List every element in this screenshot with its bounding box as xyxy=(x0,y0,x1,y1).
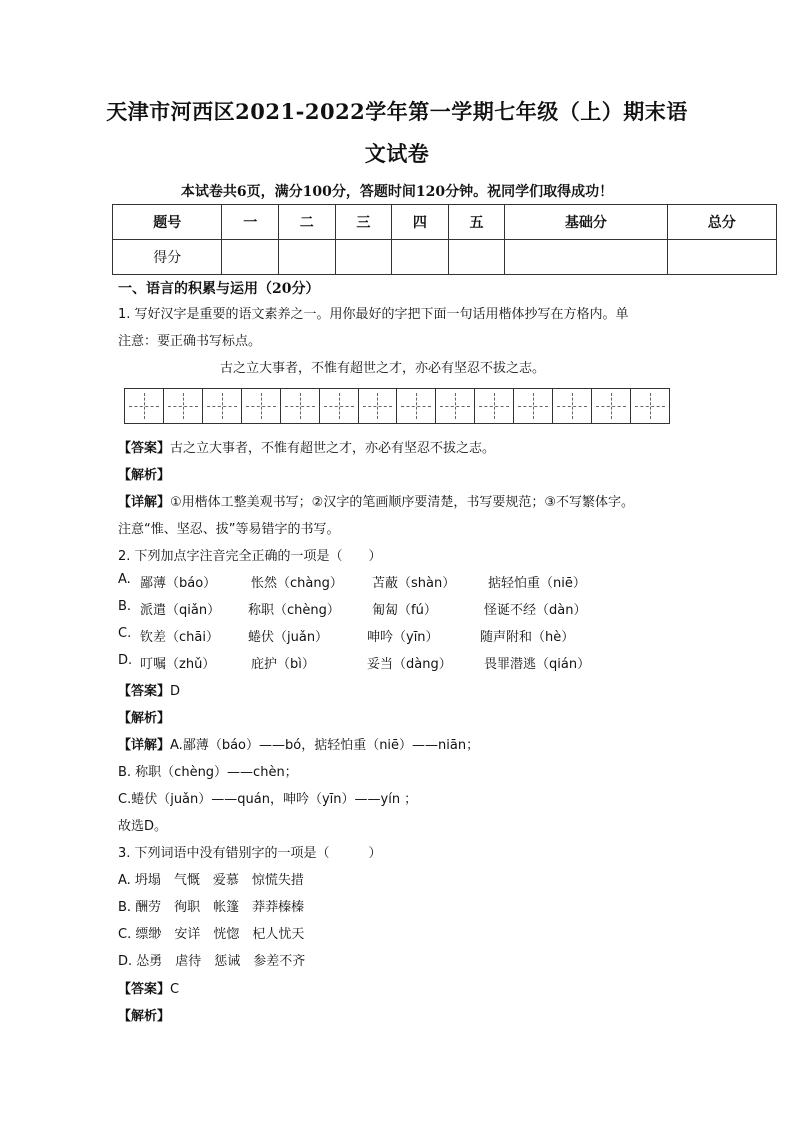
score-cell xyxy=(335,240,392,275)
q3-analysis-tag: 【解析】 xyxy=(118,1009,171,1024)
q3-text: 3. 下列词语中没有错别字的一项是（ ） xyxy=(118,846,382,861)
q2-answer xyxy=(118,680,180,699)
exam-title-line2: 文试卷 xyxy=(364,141,430,166)
score-cell xyxy=(448,240,505,275)
q2-option-item: 随声附和（hè） xyxy=(480,630,575,645)
score-header-cell: 一 xyxy=(222,205,279,240)
score-cell xyxy=(505,240,667,275)
q2-option-item: 怪诞不经（dàn） xyxy=(484,603,587,618)
q2-option-label: A. xyxy=(118,572,131,587)
q3-option: B. 酬劳 徇职 帐篷 莽莽榛榛 xyxy=(118,900,305,915)
grid-cell xyxy=(125,388,164,424)
q2-option-item: 派遣（qiǎn） xyxy=(140,603,221,618)
detail-tag: 【详解】 xyxy=(118,738,171,753)
q1-detail-line1: ①用楷体工整美观书写；②汉字的笔画顺序要清楚，书写要规范；③不写繁体字。 xyxy=(170,495,634,510)
score-row-label: 得分 xyxy=(113,240,222,275)
score-header-cell: 基础分 xyxy=(505,205,667,240)
q3-option: C. 缥缈 安详 恍惚 杞人忧天 xyxy=(118,927,305,942)
score-table-score-row xyxy=(113,240,777,275)
score-header-cell: 题号 xyxy=(113,205,222,240)
section-heading: 一、语言的积累与运用（20分） xyxy=(118,281,320,297)
q2-answer-text: D xyxy=(170,684,181,699)
q2-option-item: 匍匐（fú） xyxy=(372,603,437,618)
score-cell xyxy=(392,240,449,275)
q1-answer-text: 古之立大事者，不惟有超世之才，亦必有坚忍不拔之志。 xyxy=(170,441,496,456)
grid-cell xyxy=(397,388,436,424)
q2-option-item: 钦差（chāi） xyxy=(140,630,219,645)
grid-cell xyxy=(553,388,592,424)
q1-analysis-tag: 【解析】 xyxy=(118,468,171,483)
q2-analysis-tag: 【解析】 xyxy=(118,711,171,726)
grid-cell xyxy=(514,388,553,424)
q2-detail-line1: A.鄙薄（báo）——bó，掂轻怕重（niē）——niān； xyxy=(170,738,480,753)
score-table-header-row xyxy=(113,205,777,240)
q2-option-item: 叮嘱（zhǔ） xyxy=(140,657,216,672)
grid-cell xyxy=(475,388,514,424)
score-header-cell: 三 xyxy=(335,205,392,240)
score-header-cell: 四 xyxy=(392,205,449,240)
detail-tag: 【详解】 xyxy=(118,495,171,510)
grid-cell xyxy=(592,388,631,424)
exam-intro: 本试卷共6页，满分100分，答题时间120分钟。祝同学们取得成功！ xyxy=(180,184,614,200)
q2-option-item: 庇护（bì） xyxy=(251,657,315,672)
score-header-cell: 五 xyxy=(448,205,505,240)
answer-tag: 【答案】 xyxy=(118,441,171,456)
q2-option-label: C. xyxy=(118,626,132,641)
q2-option-item: 掂轻怕重（niē） xyxy=(488,576,586,591)
q2-option-label: D. xyxy=(118,653,133,668)
grid-cell xyxy=(281,388,320,424)
grid-cell xyxy=(203,388,242,424)
answer-tag: 【答案】 xyxy=(118,684,171,699)
grid-cell xyxy=(631,388,670,424)
q3-option: D. 怂勇 虐待 惩诫 参差不齐 xyxy=(118,954,306,969)
q2-detail-line3: C.蜷伏（juǎn）——quán，呻吟（yīn）——yín ； xyxy=(118,792,418,807)
q2-option-item: 妥当（dàng） xyxy=(367,657,452,672)
q1-detail-line2: 注意“惟、坚忍、拔”等易错字的书写。 xyxy=(118,522,340,537)
grid-cell xyxy=(436,388,475,424)
score-cell xyxy=(222,240,279,275)
q2-detail-line4: 故选D。 xyxy=(118,819,168,834)
q2-option-item: 呻吟（yīn） xyxy=(367,630,439,645)
score-header-cell: 二 xyxy=(278,205,335,240)
grid-cell xyxy=(242,388,281,424)
q1-text-line1: 1. 写好汉字是重要的语文素养之一。用你最好的字把下面一句话用楷体抄写在方格内。单 xyxy=(118,307,629,322)
writing-grid xyxy=(124,388,670,424)
q2-option-item: 鄙薄（báo） xyxy=(140,576,217,591)
score-header-cell: 总分 xyxy=(667,205,776,240)
q2-text: 2. 下列加点字注音完全正确的一项是（ ） xyxy=(118,549,382,564)
q2-detail-line2: B. 称职（chèng）——chèn； xyxy=(118,765,298,780)
exam-title-line1: 天津市河西区2021-2022学年第一学期七年级（上）期末语 xyxy=(106,99,688,124)
answer-tag: 【答案】 xyxy=(118,982,171,997)
q1-detail xyxy=(118,491,634,510)
q2-option-item: 畏罪潜逃（qián） xyxy=(484,657,591,672)
q2-option-label: B. xyxy=(118,599,132,614)
score-cell xyxy=(667,240,776,275)
q3-answer xyxy=(118,978,179,997)
q1-text-line2: 注意：要正确书写标点。 xyxy=(118,334,262,349)
grid-cell xyxy=(359,388,398,424)
grid-cell xyxy=(320,388,359,424)
q2-option-item: 怅然（chàng） xyxy=(251,576,343,591)
q1-quote: 古之立大事者，不惟有超世之才，亦必有坚忍不拔之志。 xyxy=(220,361,546,376)
score-table xyxy=(112,204,777,275)
q3-answer-text: C xyxy=(170,982,180,997)
q2-option-item: 蜷伏（juǎn） xyxy=(248,630,329,645)
q1-answer xyxy=(118,437,495,456)
score-cell xyxy=(278,240,335,275)
q2-detail xyxy=(118,734,479,753)
q2-option-item: 苫蔽（shàn） xyxy=(372,576,456,591)
q2-option-item: 称职（chèng） xyxy=(248,603,340,618)
grid-cell xyxy=(164,388,203,424)
q3-option: A. 坍塌 气慨 爱慕 惊慌失措 xyxy=(118,873,304,888)
